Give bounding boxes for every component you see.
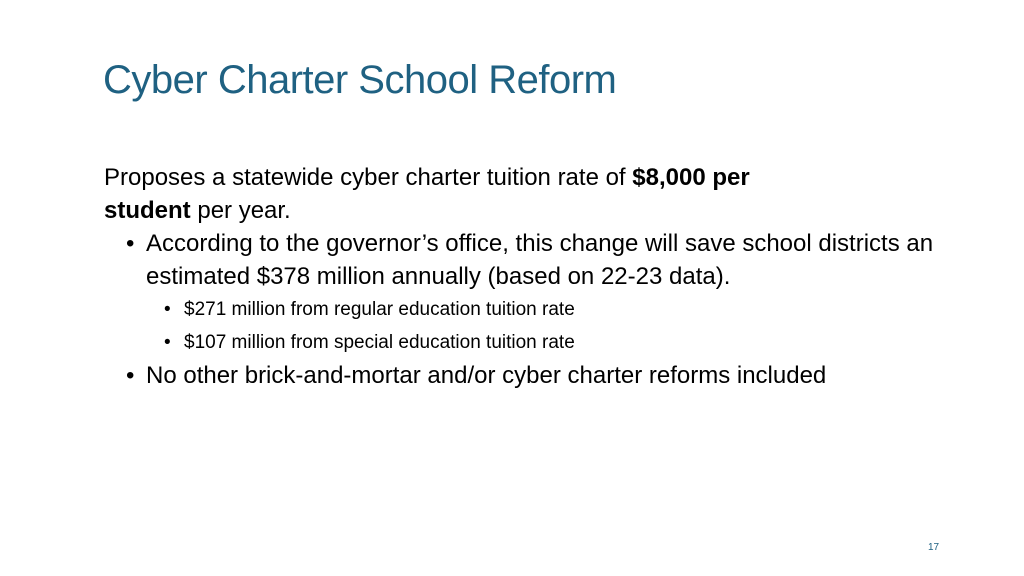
bullet-text: No other brick-and-mortar and/or cyber charter reforms included bbox=[146, 362, 827, 389]
lead-paragraph bbox=[104, 161, 964, 227]
list-item bbox=[104, 227, 964, 293]
bullet-icon: • bbox=[164, 299, 171, 320]
slide-body bbox=[104, 161, 964, 392]
slide-title: Cyber Charter School Reform bbox=[103, 58, 617, 102]
lead-bold-rate: $8,000 per bbox=[632, 164, 750, 191]
lead-text-before: Proposes a statewide cyber charter tuition rate of bbox=[104, 164, 633, 191]
sub-bullet-text: $107 million from special education tuition rate bbox=[184, 332, 575, 353]
bullet-icon: • bbox=[164, 332, 171, 353]
lead-bold-unit: student bbox=[104, 197, 191, 224]
bullet-list bbox=[104, 227, 964, 392]
sub-bullet-text: $271 million from regular education tuition rate bbox=[184, 299, 575, 320]
bullet-icon: • bbox=[126, 230, 135, 257]
sub-list-item bbox=[104, 293, 964, 326]
lead-text-after: per year. bbox=[190, 197, 291, 224]
page-number: 17 bbox=[928, 542, 940, 553]
bullet-icon: • bbox=[126, 362, 135, 389]
list-item bbox=[104, 359, 964, 392]
bullet-text: According to the governor’s office, this change will save school districts an estimated $378 million annually (based on 22-23 data). bbox=[146, 230, 934, 290]
sub-list-item bbox=[104, 326, 964, 359]
